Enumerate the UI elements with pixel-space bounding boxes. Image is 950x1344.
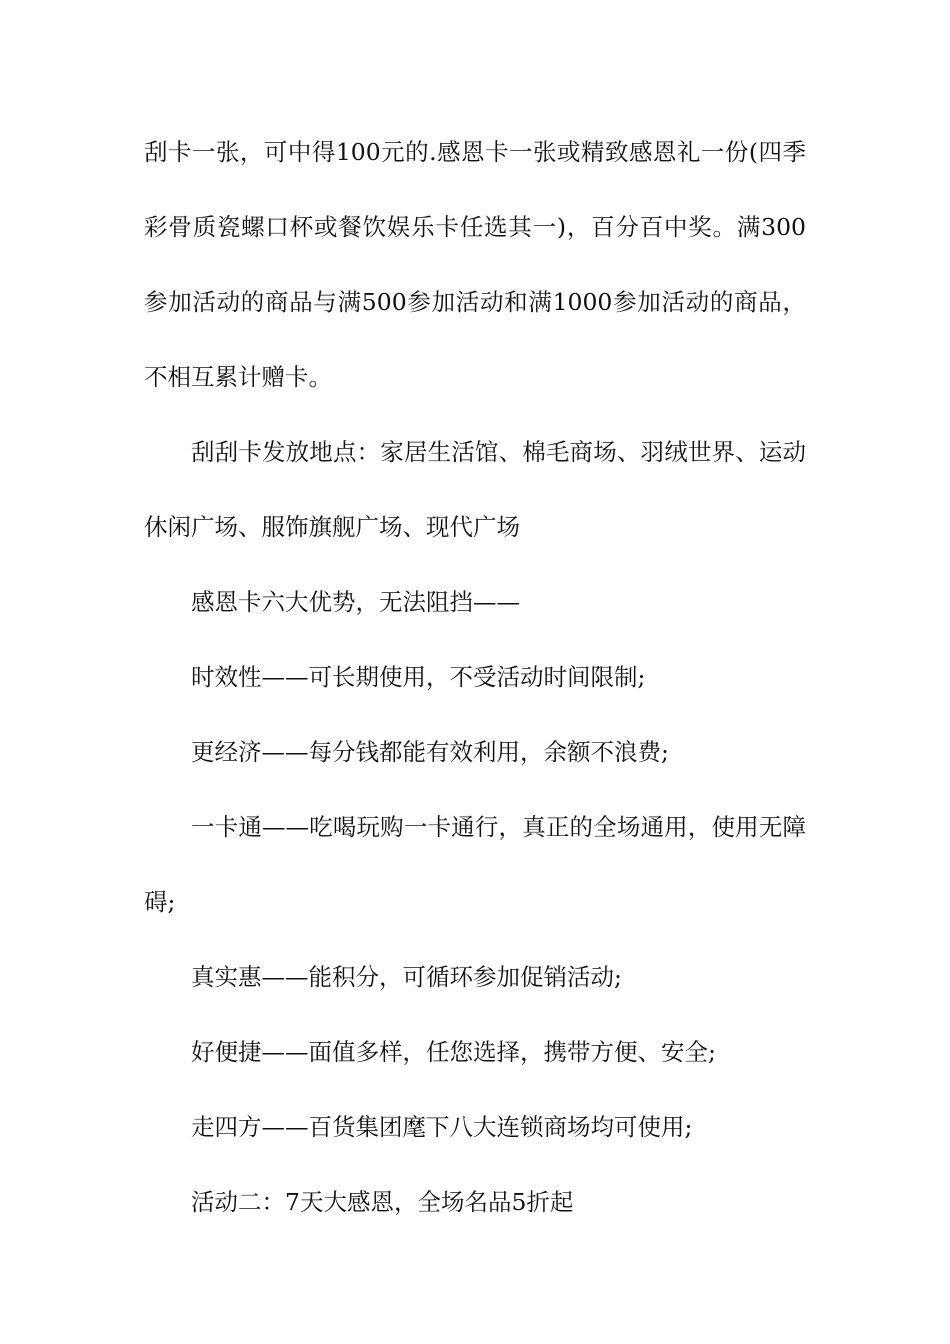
paragraph-activity-two: 活动二：7天大感恩，全场名品5折起 [191, 1188, 574, 1216]
paragraph-advantage-convenience: 好便捷——面值多样，任您选择，携带方便、安全; [191, 1038, 716, 1066]
paragraph-card-prize: 刮卡一张，可中得100元的.感恩卡一张或精致感恩礼一份(四季彩骨质瓷螺口杯或餐饮娱乐卡任选其一)，百分百中奖。满300参加活动的商品与满500参加活动和满1000参加活动的商品，不相互累计赠卡。 [144, 138, 806, 391]
paragraph-distribution-locations: 刮刮卡发放地点：家居生活馆、棉毛商场、羽绒世界、运动休闲广场、服饰旗舰广场、现代广场 [144, 438, 806, 541]
paragraph-advantage-timeliness: 时效性——可长期使用，不受活动时间限制; [191, 663, 646, 691]
paragraph-advantage-one-card: 一卡通——吃喝玩购一卡通行，真正的全场通用，使用无障碍; [144, 813, 806, 916]
paragraph-advantage-economy: 更经济——每分钱都能有效利用，余额不浪费; [191, 738, 669, 766]
document-body [144, 115, 806, 1240]
paragraph-advantage-everywhere: 走四方——百货集团麾下八大连锁商场均可使用; [191, 1113, 693, 1141]
paragraph-advantage-real-benefit: 真实惠——能积分，可循环参加促销活动; [191, 963, 622, 991]
paragraph-card-advantages-heading: 感恩卡六大优势，无法阻挡—— [191, 588, 520, 616]
